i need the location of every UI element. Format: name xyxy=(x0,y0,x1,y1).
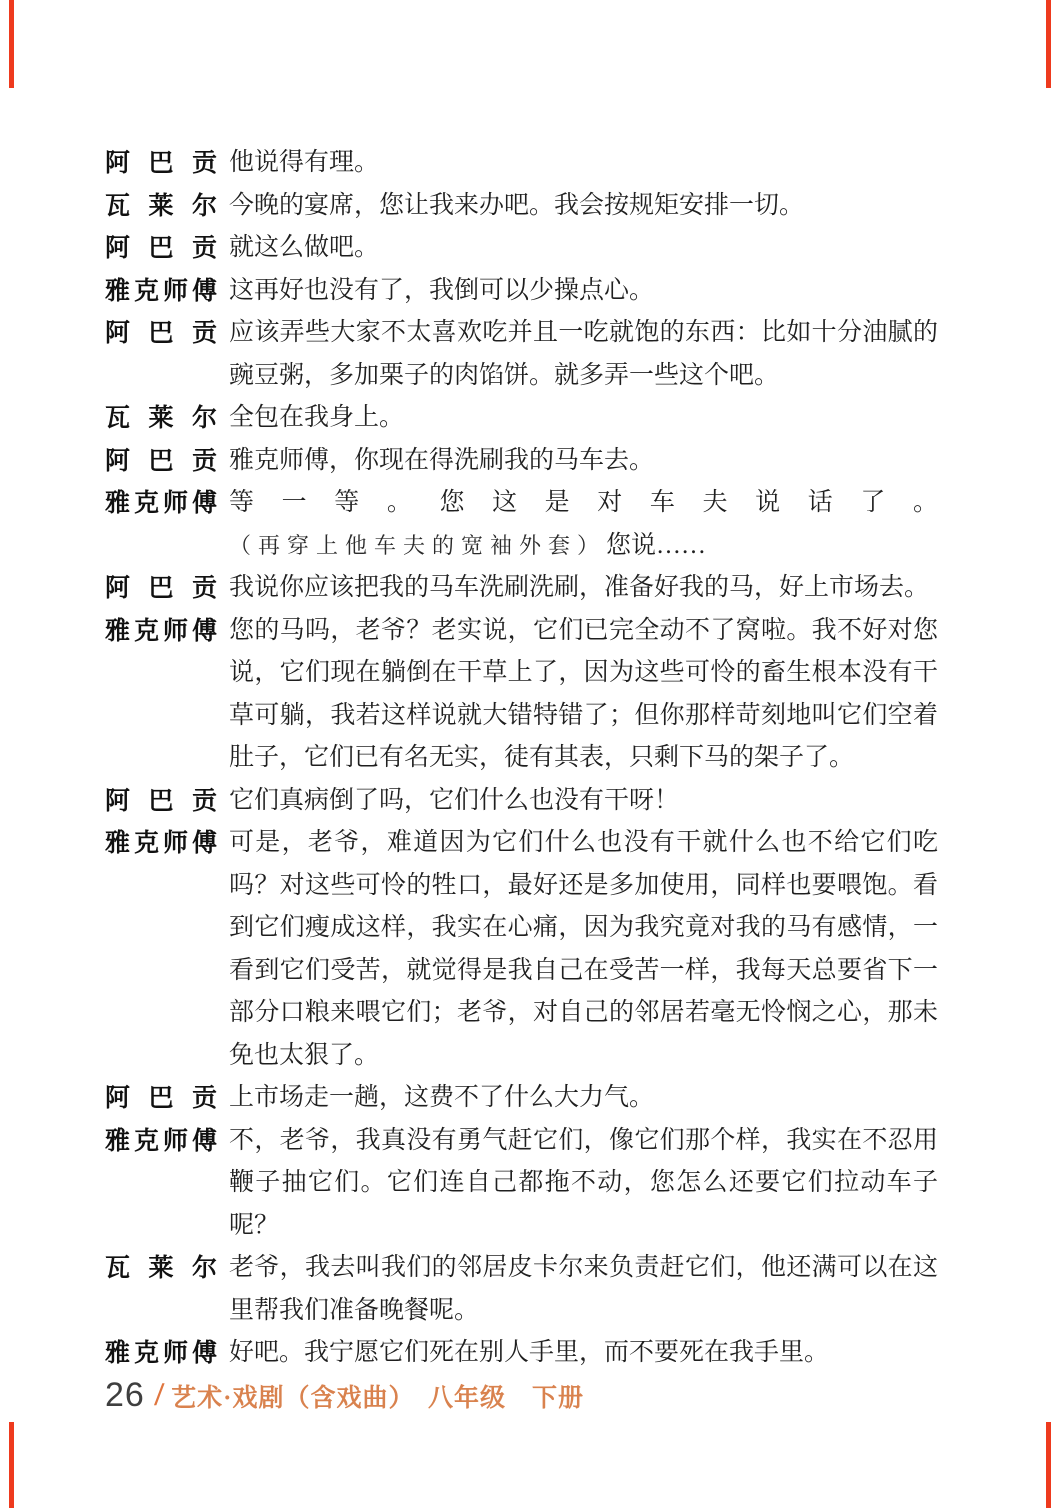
speaker-name-char: 贡 xyxy=(191,234,217,262)
dialogue-segment: 我说你应该把我的马车洗刷洗刷，准备好我的马，好上市场去。 xyxy=(229,574,930,601)
script-turn xyxy=(105,270,938,313)
dialogue-segment: 全包在我身上。 xyxy=(229,404,405,431)
speaker-name xyxy=(105,270,217,313)
dialogue-text xyxy=(229,270,938,313)
script-turn xyxy=(105,397,938,440)
speaker-name-char: 克 xyxy=(133,1339,159,1367)
speaker-name-char: 阿 xyxy=(105,319,131,347)
speaker-name-char: 傅 xyxy=(191,616,217,645)
dialogue-segment: 今晚的宴席，您让我来办吧。我会按规矩安排一切。 xyxy=(229,191,805,219)
speaker-name xyxy=(105,1247,217,1290)
speaker-name-char: 傅 xyxy=(191,1126,217,1155)
script-turn xyxy=(105,610,938,780)
dialogue-segment: 上市场走一趟，这费不了什么大力气。 xyxy=(229,1084,655,1111)
speaker-name-char: 贡 xyxy=(191,574,217,602)
speaker-name-char: 贡 xyxy=(191,319,217,347)
speaker-name-char: 傅 xyxy=(191,829,217,857)
speaker-name xyxy=(105,397,217,440)
speaker-name-char: 师 xyxy=(162,1339,188,1367)
speaker-name-char: 师 xyxy=(162,489,188,517)
dialogue-text xyxy=(229,440,938,483)
dialogue-text xyxy=(229,142,938,185)
speaker-name-char: 贡 xyxy=(191,149,217,177)
speaker-name-char: 莱 xyxy=(148,1254,174,1282)
speaker-name xyxy=(105,1332,217,1375)
speaker-name-char: 瓦 xyxy=(105,404,131,432)
script-turn xyxy=(105,440,938,483)
dialogue-segment: 应该弄些大家不太喜欢吃并且一吃就饱的东西：比如十分油腻的豌豆粥，多加栗子的肉馅饼。就多弄一些这个吧。 xyxy=(229,319,938,389)
dialogue-text xyxy=(229,780,938,823)
speaker-name xyxy=(105,482,217,525)
speaker-name-char: 雅 xyxy=(105,829,131,857)
speaker-name-char: 傅 xyxy=(191,489,217,517)
speaker-name-char: 贡 xyxy=(191,1084,217,1112)
speaker-name-char: 阿 xyxy=(105,786,131,815)
speaker-name-char: 巴 xyxy=(148,1084,174,1112)
speaker-name-char: 巴 xyxy=(148,786,174,815)
speaker-name-char: 阿 xyxy=(105,149,131,177)
speaker-name-char: 傅 xyxy=(191,1339,217,1367)
speaker-name xyxy=(105,227,217,270)
speaker-name-char: 瓦 xyxy=(105,191,131,220)
speaker-name-char: 尔 xyxy=(191,1254,217,1282)
dialogue-text xyxy=(229,1077,938,1120)
speaker-name-char: 克 xyxy=(133,1126,159,1155)
speaker-name-char: 阿 xyxy=(105,574,131,602)
speaker-name-char: 师 xyxy=(162,276,188,305)
dialogue-text xyxy=(229,1120,938,1248)
speaker-name-char: 师 xyxy=(162,1126,188,1155)
dialogue-segment: 雅克师傅，你现在得洗刷我的马车去。 xyxy=(229,446,655,474)
crop-mark-top-left xyxy=(9,0,14,88)
script-turn xyxy=(105,1120,938,1248)
speaker-name-char: 克 xyxy=(133,829,159,857)
speaker-name-char: 雅 xyxy=(105,276,131,305)
speaker-name-char: 尔 xyxy=(191,404,217,432)
speaker-name-char: 傅 xyxy=(191,276,217,305)
script-turn xyxy=(105,1077,938,1120)
dialogue-text xyxy=(229,567,938,610)
crop-mark-bottom-left xyxy=(9,1422,14,1508)
speaker-name xyxy=(105,567,217,610)
script-turn xyxy=(105,567,938,610)
crop-mark-top-right xyxy=(1046,0,1051,88)
dialogue-segment: 您说…… xyxy=(606,531,707,559)
script-turn xyxy=(105,185,938,228)
speaker-name xyxy=(105,610,217,653)
speaker-name-char: 雅 xyxy=(105,1126,131,1155)
speaker-name xyxy=(105,1077,217,1120)
script-turn xyxy=(105,142,938,185)
dialogue-text xyxy=(229,822,938,1077)
speaker-name xyxy=(105,185,217,228)
speaker-name-char: 莱 xyxy=(148,404,174,432)
speaker-name-char: 贡 xyxy=(191,786,217,815)
speaker-name-char: 巴 xyxy=(148,319,174,347)
speaker-name-char: 克 xyxy=(133,616,159,645)
dialogue-text xyxy=(229,312,938,397)
speaker-name xyxy=(105,1120,217,1163)
dialogue-segment: 好吧。我宁愿它们死在别人手里，而不要死在我手里。 xyxy=(229,1339,830,1366)
dialogue-segment: 这再好也没有了，我倒可以少操点心。 xyxy=(229,276,655,304)
book-title: 艺术·戏剧（含戏曲） 八年级 下册 xyxy=(171,1384,585,1412)
script-turn xyxy=(105,482,938,567)
speaker-name-char: 雅 xyxy=(105,489,131,517)
speaker-name-char: 莱 xyxy=(148,191,174,220)
speaker-name-char: 巴 xyxy=(148,446,174,475)
dialogue-segment: 它们真病倒了吗，它们什么也没有干呀！ xyxy=(229,786,680,814)
dialogue-segment: 他说得有理。 xyxy=(229,149,380,176)
script-turn xyxy=(105,822,938,1077)
speaker-name xyxy=(105,440,217,483)
dialogue-text xyxy=(229,1247,938,1332)
dialogue-text xyxy=(229,482,938,567)
dialogue-text xyxy=(229,610,938,780)
dialogue-text xyxy=(229,397,938,440)
speaker-name-char: 阿 xyxy=(105,234,131,262)
dialogue-segment: 等一等。您这是对车夫说话了。 xyxy=(229,489,938,516)
speaker-name-char: 阿 xyxy=(105,1084,131,1112)
dialogue-segment: 您的马吗，老爷？老实说，它们已完全动不了窝啦。我不好对您说，它们现在躺倒在干草上了，因为这些可怜的畜生根本没有干草可躺，我若这样说就大错特错了；但你那样苛刻地叫它们空着肚子，它们已有名无实，徒有其表，只剩下马的架子了。 xyxy=(229,616,938,771)
speaker-name-char: 师 xyxy=(162,616,188,645)
speaker-name-char: 阿 xyxy=(105,446,131,475)
footer-slash: / xyxy=(153,1378,165,1412)
script-turn xyxy=(105,1332,938,1375)
script-dialogue-list xyxy=(105,142,938,1375)
script-turn xyxy=(105,312,938,397)
dialogue-text xyxy=(229,1332,938,1375)
speaker-name-char: 巴 xyxy=(148,234,174,262)
speaker-name-char: 克 xyxy=(133,489,159,517)
speaker-name-char: 巴 xyxy=(148,574,174,602)
stage-direction: （再穿上他车夫的宽袖外套） xyxy=(229,532,607,558)
speaker-name xyxy=(105,142,217,185)
speaker-name-char: 雅 xyxy=(105,1339,131,1367)
dialogue-text xyxy=(229,185,938,228)
script-turn xyxy=(105,780,938,823)
dialogue-segment: 不，老爷，我真没有勇气赶它们，像它们那个样，我实在不忍用鞭子抽它们。它们连自己都拖不动，您怎么还要它们拉动车子呢？ xyxy=(229,1126,938,1239)
script-turn xyxy=(105,1247,938,1332)
speaker-name xyxy=(105,822,217,865)
speaker-name-char: 瓦 xyxy=(105,1254,131,1282)
dialogue-segment: 就这么做吧。 xyxy=(229,234,380,261)
speaker-name-char: 克 xyxy=(133,276,159,305)
speaker-name xyxy=(105,312,217,355)
page-footer xyxy=(105,1376,584,1415)
speaker-name-char: 巴 xyxy=(148,149,174,177)
dialogue-segment: 可是，老爷，难道因为它们什么也没有干就什么也不给它们吃吗？对这些可怜的牲口，最好还是多加使用，同样也要喂饱。看到它们瘦成这样，我实在心痛，因为我究竟对我的马有感情，一看到它们受苦，就觉得是我自己在受苦一样，我每天总要省下一部分口粮来喂它们；老爷，对自己的邻居若毫无怜悯之心，那未免也太狠了。 xyxy=(229,829,938,1069)
crop-mark-bottom-right xyxy=(1046,1422,1051,1508)
page-number: 26 xyxy=(105,1376,145,1414)
script-turn xyxy=(105,227,938,270)
speaker-name-char: 贡 xyxy=(191,446,217,475)
dialogue-segment: 老爷，我去叫我们的邻居皮卡尔来负责赶它们，他还满可以在这里帮我们准备晚餐呢。 xyxy=(229,1254,938,1324)
speaker-name xyxy=(105,780,217,823)
speaker-name-char: 师 xyxy=(162,829,188,857)
speaker-name-char: 尔 xyxy=(191,191,217,220)
dialogue-text xyxy=(229,227,938,270)
speaker-name-char: 雅 xyxy=(105,616,131,645)
